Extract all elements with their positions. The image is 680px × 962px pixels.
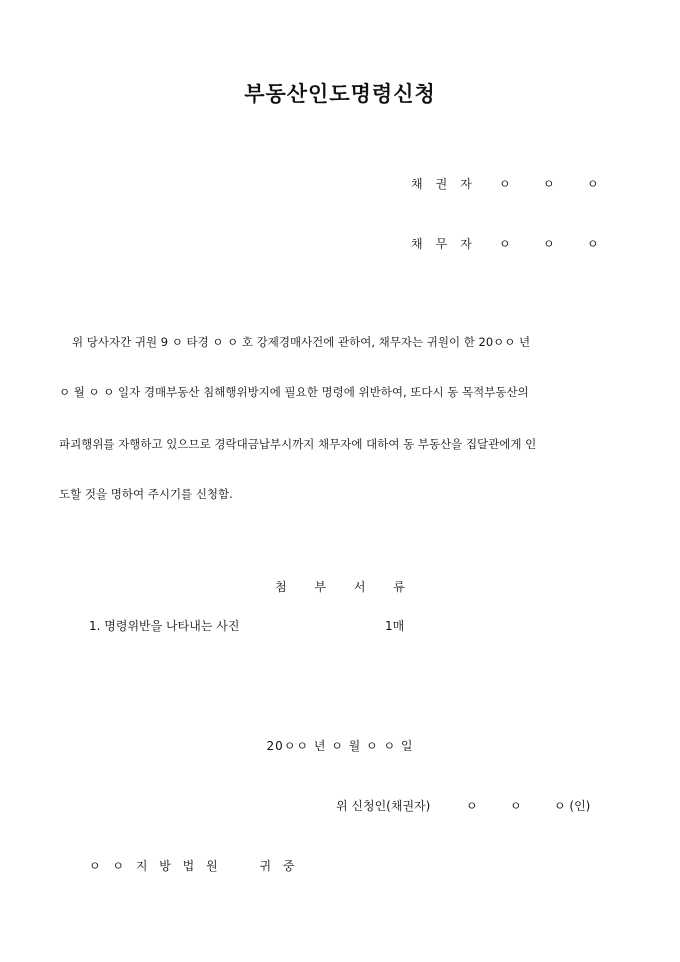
creditor-role: 채권자 [411, 177, 485, 191]
creditor-mark-1: ㅇ [499, 177, 511, 191]
debtor-mark-3: ㅇ [587, 237, 599, 251]
body-line-4: 도할 것을 명하여 주시기를 신청함. [59, 487, 233, 501]
applicant-mark-3-seal: ㅇ (인) [554, 799, 591, 813]
debtor-mark-1: ㅇ [499, 237, 511, 251]
debtor-mark-2: ㅇ [543, 237, 555, 251]
attachments-heading-char-4: 류 [393, 580, 405, 594]
attachments-heading [0, 578, 680, 595]
court-honorific: 귀 중 [259, 859, 299, 873]
attachment-quantity: 1매 [385, 619, 405, 633]
debtor-role: 채무자 [411, 237, 485, 251]
court-addressee [89, 857, 298, 874]
attachments-heading-char-1: 첨 [275, 580, 287, 594]
applicant-mark-1: ㅇ [466, 799, 478, 813]
attachments-heading-char-2: 부 [314, 580, 327, 594]
court-name: ㅇ ㅇ 지 방 법 원 [89, 859, 222, 873]
debtor-line [411, 235, 631, 252]
body-line-3: 파괴행위를 자행하고 있으므로 경락대금납부시까지 채무자에 대하여 동 부동산을 집달관에게 인 [59, 437, 537, 451]
body-line-2: ㅇ 월 ㅇ ㅇ 일자 경매부동산 침해행위방지에 필요한 명령에 위반하여, 또다시 동 목적부동산의 [59, 385, 529, 399]
attachments-heading-char-3: 서 [353, 580, 366, 594]
applicant-label: 위 신청인(채권자) [336, 799, 431, 813]
creditor-line [411, 175, 631, 192]
applicant-line [336, 797, 590, 814]
applicant-mark-2: ㅇ [510, 799, 522, 813]
attachment-item: 1. 명령위반을 나타내는 사진 [89, 619, 240, 633]
creditor-mark-3: ㅇ [587, 177, 599, 191]
document-title: 부동산인도명령신청 [244, 81, 436, 106]
creditor-mark-2: ㅇ [543, 177, 555, 191]
body-line-1: 위 당사자간 귀원 9 ㅇ 타경 ㅇ ㅇ 호 강제경매사건에 관하여, 채무자는 귀원이 한 20ㅇㅇ 년 [72, 335, 531, 349]
application-date: 20ㅇㅇ 년 ㅇ 월 ㅇ ㅇ 일 [266, 739, 414, 753]
